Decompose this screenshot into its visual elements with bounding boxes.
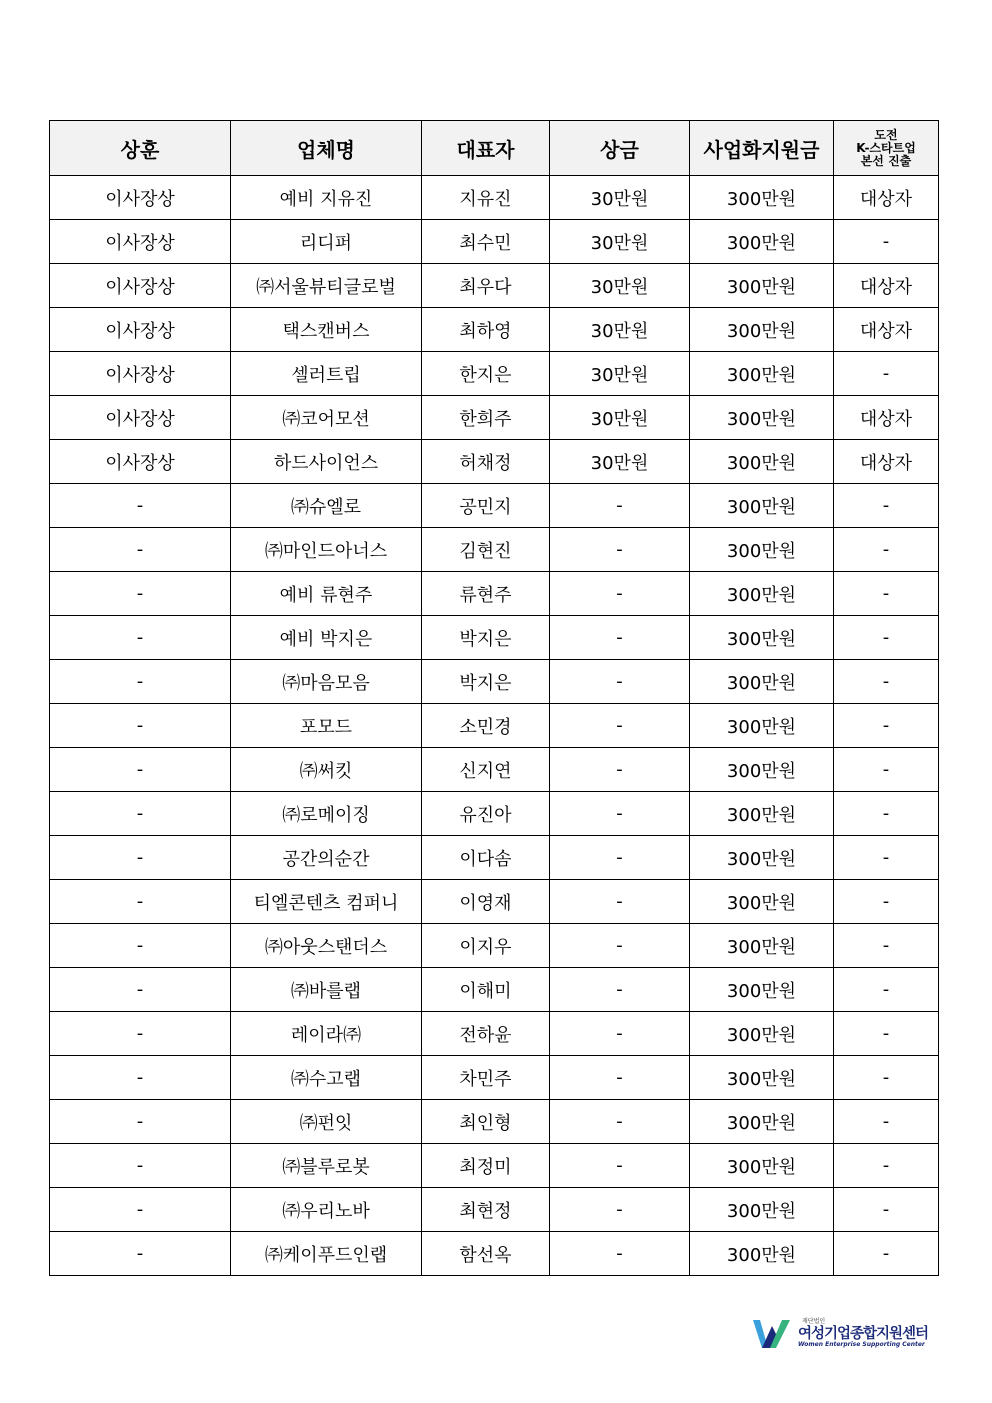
header-ceo: 대표자 bbox=[422, 121, 550, 176]
cell-ceo: 이영재 bbox=[422, 880, 550, 924]
cell-company: ㈜블루로봇 bbox=[231, 1144, 422, 1188]
cell-award: 이사장상 bbox=[50, 440, 231, 484]
cell-ceo: 이지우 bbox=[422, 924, 550, 968]
cell-prize: 30만원 bbox=[550, 308, 690, 352]
logo-mark-icon bbox=[752, 1316, 792, 1352]
cell-award: - bbox=[50, 572, 231, 616]
table-row bbox=[50, 616, 939, 660]
cell-support: 300만원 bbox=[690, 264, 834, 308]
cell-support: 300만원 bbox=[690, 1188, 834, 1232]
table-row bbox=[50, 440, 939, 484]
cell-prize: 30만원 bbox=[550, 396, 690, 440]
cell-ceo: 류현주 bbox=[422, 572, 550, 616]
cell-kstartup: 대상자 bbox=[834, 396, 939, 440]
cell-ceo: 한희주 bbox=[422, 396, 550, 440]
cell-prize: - bbox=[550, 880, 690, 924]
cell-company: 택스캔버스 bbox=[231, 308, 422, 352]
cell-award: 이사장상 bbox=[50, 308, 231, 352]
header-kstartup-line2: K-스타트업 bbox=[856, 140, 916, 155]
cell-company: 예비 지유진 bbox=[231, 176, 422, 220]
cell-company: 공간의순간 bbox=[231, 836, 422, 880]
cell-ceo: 공민지 bbox=[422, 484, 550, 528]
cell-support: 300만원 bbox=[690, 308, 834, 352]
cell-support: 300만원 bbox=[690, 704, 834, 748]
table-row bbox=[50, 396, 939, 440]
cell-ceo: 김현진 bbox=[422, 528, 550, 572]
table-row bbox=[50, 968, 939, 1012]
header-prize: 상금 bbox=[550, 121, 690, 176]
cell-ceo: 유진아 bbox=[422, 792, 550, 836]
cell-prize: - bbox=[550, 1100, 690, 1144]
cell-award: - bbox=[50, 484, 231, 528]
header-kstartup bbox=[834, 121, 939, 176]
cell-award: 이사장상 bbox=[50, 396, 231, 440]
cell-company: 셀러트립 bbox=[231, 352, 422, 396]
header-row bbox=[50, 121, 939, 176]
cell-company: ㈜코어모션 bbox=[231, 396, 422, 440]
cell-award: - bbox=[50, 1232, 231, 1276]
cell-kstartup: - bbox=[834, 792, 939, 836]
cell-kstartup: 대상자 bbox=[834, 308, 939, 352]
cell-prize: - bbox=[550, 484, 690, 528]
cell-ceo: 전하윤 bbox=[422, 1012, 550, 1056]
cell-ceo: 박지은 bbox=[422, 616, 550, 660]
cell-company: 예비 류현주 bbox=[231, 572, 422, 616]
cell-kstartup: 대상자 bbox=[834, 176, 939, 220]
cell-prize: - bbox=[550, 968, 690, 1012]
cell-prize: 30만원 bbox=[550, 440, 690, 484]
cell-prize: - bbox=[550, 1056, 690, 1100]
cell-prize: - bbox=[550, 1188, 690, 1232]
cell-support: 300만원 bbox=[690, 528, 834, 572]
table-row bbox=[50, 308, 939, 352]
table-row bbox=[50, 1100, 939, 1144]
cell-support: 300만원 bbox=[690, 176, 834, 220]
cell-support: 300만원 bbox=[690, 220, 834, 264]
cell-prize: - bbox=[550, 660, 690, 704]
cell-award: - bbox=[50, 528, 231, 572]
cell-company: 티엘콘텐츠 컴퍼니 bbox=[231, 880, 422, 924]
cell-prize: - bbox=[550, 836, 690, 880]
cell-support: 300만원 bbox=[690, 352, 834, 396]
table-row bbox=[50, 264, 939, 308]
cell-prize: - bbox=[550, 572, 690, 616]
cell-kstartup: - bbox=[834, 352, 939, 396]
table-row bbox=[50, 1056, 939, 1100]
table-row bbox=[50, 748, 939, 792]
cell-support: 300만원 bbox=[690, 1144, 834, 1188]
cell-company: ㈜써킷 bbox=[231, 748, 422, 792]
cell-company: ㈜마인드아너스 bbox=[231, 528, 422, 572]
table-row bbox=[50, 352, 939, 396]
cell-support: 300만원 bbox=[690, 660, 834, 704]
logo-name: 여성기업종합지원센터 bbox=[798, 1326, 929, 1342]
cell-kstartup: - bbox=[834, 660, 939, 704]
cell-support: 300만원 bbox=[690, 880, 834, 924]
cell-award: 이사장상 bbox=[50, 176, 231, 220]
cell-award: - bbox=[50, 1100, 231, 1144]
cell-support: 300만원 bbox=[690, 440, 834, 484]
cell-company: 레이라㈜ bbox=[231, 1012, 422, 1056]
awards-table bbox=[49, 120, 939, 1276]
cell-kstartup: - bbox=[834, 1012, 939, 1056]
cell-company: 예비 박지은 bbox=[231, 616, 422, 660]
cell-company: ㈜서울뷰티글로벌 bbox=[231, 264, 422, 308]
table-row bbox=[50, 1188, 939, 1232]
cell-company: 하드사이언스 bbox=[231, 440, 422, 484]
cell-prize: - bbox=[550, 528, 690, 572]
cell-ceo: 최인형 bbox=[422, 1100, 550, 1144]
cell-prize: - bbox=[550, 616, 690, 660]
header-award: 상훈 bbox=[50, 121, 231, 176]
cell-award: - bbox=[50, 616, 231, 660]
cell-kstartup: - bbox=[834, 1056, 939, 1100]
cell-prize: - bbox=[550, 1144, 690, 1188]
cell-kstartup: - bbox=[834, 528, 939, 572]
cell-kstartup: - bbox=[834, 1100, 939, 1144]
cell-support: 300만원 bbox=[690, 748, 834, 792]
cell-ceo: 최현정 bbox=[422, 1188, 550, 1232]
table-row bbox=[50, 660, 939, 704]
cell-award: - bbox=[50, 660, 231, 704]
cell-award: - bbox=[50, 968, 231, 1012]
cell-ceo: 허채정 bbox=[422, 440, 550, 484]
table-row bbox=[50, 836, 939, 880]
cell-ceo: 최하영 bbox=[422, 308, 550, 352]
header-kstartup-line3: 본선 진출 bbox=[860, 153, 912, 168]
cell-company: 포모드 bbox=[231, 704, 422, 748]
cell-company: ㈜아웃스탠더스 bbox=[231, 924, 422, 968]
cell-award: - bbox=[50, 704, 231, 748]
table-row bbox=[50, 220, 939, 264]
table-row bbox=[50, 1144, 939, 1188]
cell-company: ㈜로메이징 bbox=[231, 792, 422, 836]
cell-ceo: 이다솜 bbox=[422, 836, 550, 880]
cell-award: - bbox=[50, 836, 231, 880]
cell-ceo: 이해미 bbox=[422, 968, 550, 1012]
cell-company: ㈜우리노바 bbox=[231, 1188, 422, 1232]
table-row bbox=[50, 176, 939, 220]
cell-kstartup: - bbox=[834, 1232, 939, 1276]
table-row bbox=[50, 1232, 939, 1276]
cell-support: 300만원 bbox=[690, 1232, 834, 1276]
table-row bbox=[50, 528, 939, 572]
cell-kstartup: - bbox=[834, 704, 939, 748]
cell-ceo: 최우다 bbox=[422, 264, 550, 308]
cell-prize: - bbox=[550, 1012, 690, 1056]
cell-prize: - bbox=[550, 748, 690, 792]
cell-prize: - bbox=[550, 792, 690, 836]
cell-support: 300만원 bbox=[690, 572, 834, 616]
cell-company: ㈜슈엘로 bbox=[231, 484, 422, 528]
cell-kstartup: - bbox=[834, 484, 939, 528]
cell-kstartup: - bbox=[834, 748, 939, 792]
cell-ceo: 최정미 bbox=[422, 1144, 550, 1188]
logo-english-name: Women Enterprise Supporting Center bbox=[798, 1341, 925, 1348]
cell-award: - bbox=[50, 880, 231, 924]
cell-company: ㈜바를랩 bbox=[231, 968, 422, 1012]
cell-support: 300만원 bbox=[690, 396, 834, 440]
cell-ceo: 지유진 bbox=[422, 176, 550, 220]
cell-prize: - bbox=[550, 1232, 690, 1276]
cell-kstartup: - bbox=[834, 1144, 939, 1188]
cell-kstartup: 대상자 bbox=[834, 264, 939, 308]
cell-prize: 30만원 bbox=[550, 220, 690, 264]
cell-ceo: 신지연 bbox=[422, 748, 550, 792]
cell-company: ㈜케이푸드인랩 bbox=[231, 1232, 422, 1276]
cell-kstartup: - bbox=[834, 968, 939, 1012]
cell-award: - bbox=[50, 748, 231, 792]
table-row bbox=[50, 880, 939, 924]
cell-ceo: 한지은 bbox=[422, 352, 550, 396]
cell-prize: - bbox=[550, 704, 690, 748]
cell-award: - bbox=[50, 924, 231, 968]
cell-award: - bbox=[50, 1012, 231, 1056]
cell-award: - bbox=[50, 792, 231, 836]
cell-company: ㈜펀잇 bbox=[231, 1100, 422, 1144]
cell-kstartup: - bbox=[834, 220, 939, 264]
table-row bbox=[50, 484, 939, 528]
cell-support: 300만원 bbox=[690, 968, 834, 1012]
cell-support: 300만원 bbox=[690, 1056, 834, 1100]
organization-logo bbox=[752, 1316, 938, 1352]
logo-subtitle: 재단법인 bbox=[802, 1318, 826, 1325]
cell-award: 이사장상 bbox=[50, 352, 231, 396]
table-row bbox=[50, 572, 939, 616]
cell-ceo: 박지은 bbox=[422, 660, 550, 704]
cell-ceo: 최수민 bbox=[422, 220, 550, 264]
cell-prize: 30만원 bbox=[550, 176, 690, 220]
cell-prize: 30만원 bbox=[550, 264, 690, 308]
cell-support: 300만원 bbox=[690, 924, 834, 968]
cell-support: 300만원 bbox=[690, 836, 834, 880]
cell-prize: 30만원 bbox=[550, 352, 690, 396]
cell-support: 300만원 bbox=[690, 792, 834, 836]
cell-award: - bbox=[50, 1056, 231, 1100]
cell-ceo: 함선옥 bbox=[422, 1232, 550, 1276]
table-body bbox=[50, 176, 939, 1276]
table-row bbox=[50, 792, 939, 836]
cell-ceo: 차민주 bbox=[422, 1056, 550, 1100]
cell-company: ㈜마음모음 bbox=[231, 660, 422, 704]
cell-kstartup: - bbox=[834, 924, 939, 968]
cell-company: 리디퍼 bbox=[231, 220, 422, 264]
cell-support: 300만원 bbox=[690, 1012, 834, 1056]
cell-award: - bbox=[50, 1144, 231, 1188]
cell-support: 300만원 bbox=[690, 1100, 834, 1144]
header-support: 사업화지원금 bbox=[690, 121, 834, 176]
cell-support: 300만원 bbox=[690, 484, 834, 528]
header-company: 업체명 bbox=[231, 121, 422, 176]
cell-prize: - bbox=[550, 924, 690, 968]
cell-award: 이사장상 bbox=[50, 264, 231, 308]
table-row bbox=[50, 924, 939, 968]
cell-award: - bbox=[50, 1188, 231, 1232]
cell-support: 300만원 bbox=[690, 616, 834, 660]
header-kstartup-line1: 도전 bbox=[874, 127, 898, 142]
cell-ceo: 소민경 bbox=[422, 704, 550, 748]
cell-kstartup: 대상자 bbox=[834, 440, 939, 484]
cell-company: ㈜수고랩 bbox=[231, 1056, 422, 1100]
table-row bbox=[50, 704, 939, 748]
cell-kstartup: - bbox=[834, 572, 939, 616]
cell-kstartup: - bbox=[834, 1188, 939, 1232]
cell-kstartup: - bbox=[834, 880, 939, 924]
cell-kstartup: - bbox=[834, 616, 939, 660]
cell-award: 이사장상 bbox=[50, 220, 231, 264]
table-row bbox=[50, 1012, 939, 1056]
cell-kstartup: - bbox=[834, 836, 939, 880]
